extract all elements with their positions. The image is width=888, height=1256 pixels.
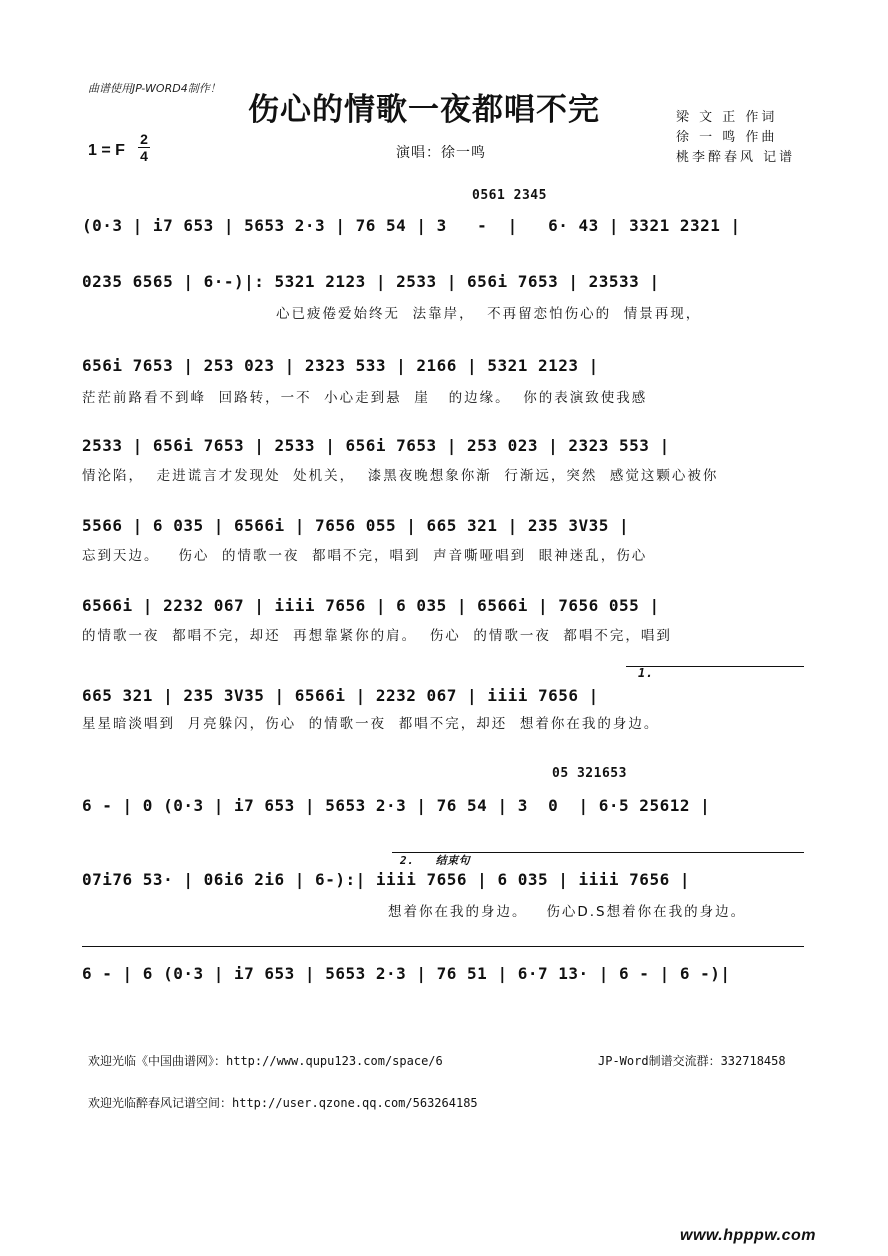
footer-group-number: JP-Word制谱交流群：332718458 bbox=[598, 1054, 786, 1068]
notation-line: 0235 6565 | 6·-)|: 5321 2123 | 2533 | 656i 7653 | 23533 | bbox=[82, 272, 660, 291]
lyric-line: 茫茫前路看不到峰 回路转，一不 小心走到悬 崖 的边缘。 你的表演致使我感 bbox=[82, 390, 648, 406]
notation-line: 07i76 53· | 06i6 2i6 | 6-):| iiii 7656 | 6 035 | iiii 7656 | bbox=[82, 870, 690, 889]
credits bbox=[676, 108, 795, 168]
volta-1: 1. bbox=[638, 666, 654, 680]
lyric-line: 忘到天边。 伤心 的情歌一夜 都唱不完，唱到 声音嘶哑唱到 眼神迷乱，伤心 bbox=[82, 548, 648, 564]
notation-line: 6566i | 2232 067 | iiii 7656 | 6 035 | 6566i | 7656 055 | bbox=[82, 596, 660, 615]
footer-space-link[interactable]: 欢迎光临醉春风记谱空间：http://user.qzone.qq.com/563264185 bbox=[88, 1096, 478, 1110]
notation-line: 665 321 | 235 3V35 | 6566i | 2232 067 | iiii 7656 | bbox=[82, 686, 599, 705]
singer: 演唱：徐一鸣 bbox=[396, 145, 486, 161]
key-signature: 1 = F bbox=[88, 142, 125, 159]
lyric-line: 星星暗淡唱到 月亮躲闪，伤心 的情歌一夜 都唱不完，却还 想着你在我的身边。 bbox=[82, 716, 660, 732]
software-note: 曲谱使用JP-WORD4制作！ bbox=[88, 82, 221, 95]
notation-line: 5566 | 6 035 | 6566i | 7656 055 | 665 321 | 235 3V35 | bbox=[82, 516, 630, 535]
time-signature bbox=[138, 132, 150, 163]
time-bottom: 4 bbox=[140, 148, 148, 164]
lyricist: 梁 文 正 作词 bbox=[676, 110, 778, 125]
footer-site-link[interactable]: 欢迎光临《中国曲谱网》：http://www.qupu123.com/space/6 bbox=[88, 1054, 443, 1068]
watermark-url: www.hpppw.com bbox=[680, 1227, 816, 1244]
notation-line: 656i 7653 | 253 023 | 2323 533 | 2166 | 5321 2123 | bbox=[82, 356, 599, 375]
notation-line: 2533 | 656i 7653 | 2533 | 656i 7653 | 253 023 | 2323 553 | bbox=[82, 436, 670, 455]
above-staff-text: 05 321653 bbox=[552, 766, 627, 781]
lyric-line: 情沦陷， 走进谎言才发现处 处机关， 漆黑夜晚想象你渐 行渐远，突然 感觉这颗心被你 bbox=[82, 468, 719, 484]
above-staff-text: 0561 2345 bbox=[472, 188, 547, 203]
time-top: 2 bbox=[140, 131, 148, 147]
volta-2-and-coda: 2. 结束句 bbox=[400, 854, 471, 867]
lyric-line: 想着你在我的身边。 伤心D.S想着你在我的身边。 bbox=[388, 904, 747, 920]
notation-line: 6 - | 0 (0·3 | i7 653 | 5653 2·3 | 76 54 | 3 0 | 6·5 25612 | bbox=[82, 796, 711, 815]
lyric-line: 心已疲倦爱始终无 法靠岸， 不再留恋怕伤心的 情景再现， bbox=[276, 306, 702, 322]
lyric-line: 的情歌一夜 都唱不完，却还 再想靠紧你的肩。 伤心 的情歌一夜 都唱不完，唱到 bbox=[82, 628, 672, 644]
notation-line: (0·3 | i7 653 | 5653 2·3 | 76 54 | 3 - | 6· 43 | 3321 2321 | bbox=[82, 216, 741, 235]
song-title: 伤心的情歌一夜都唱不完 bbox=[248, 92, 600, 128]
transcriber: 桃李醉春风 记谱 bbox=[676, 150, 796, 165]
composer: 徐 一 鸣 作曲 bbox=[676, 130, 778, 145]
notation-line: 6 - | 6 (0·3 | i7 653 | 5653 2·3 | 76 51 | 6·7 13· | 6 - | 6 -)| bbox=[82, 964, 731, 983]
